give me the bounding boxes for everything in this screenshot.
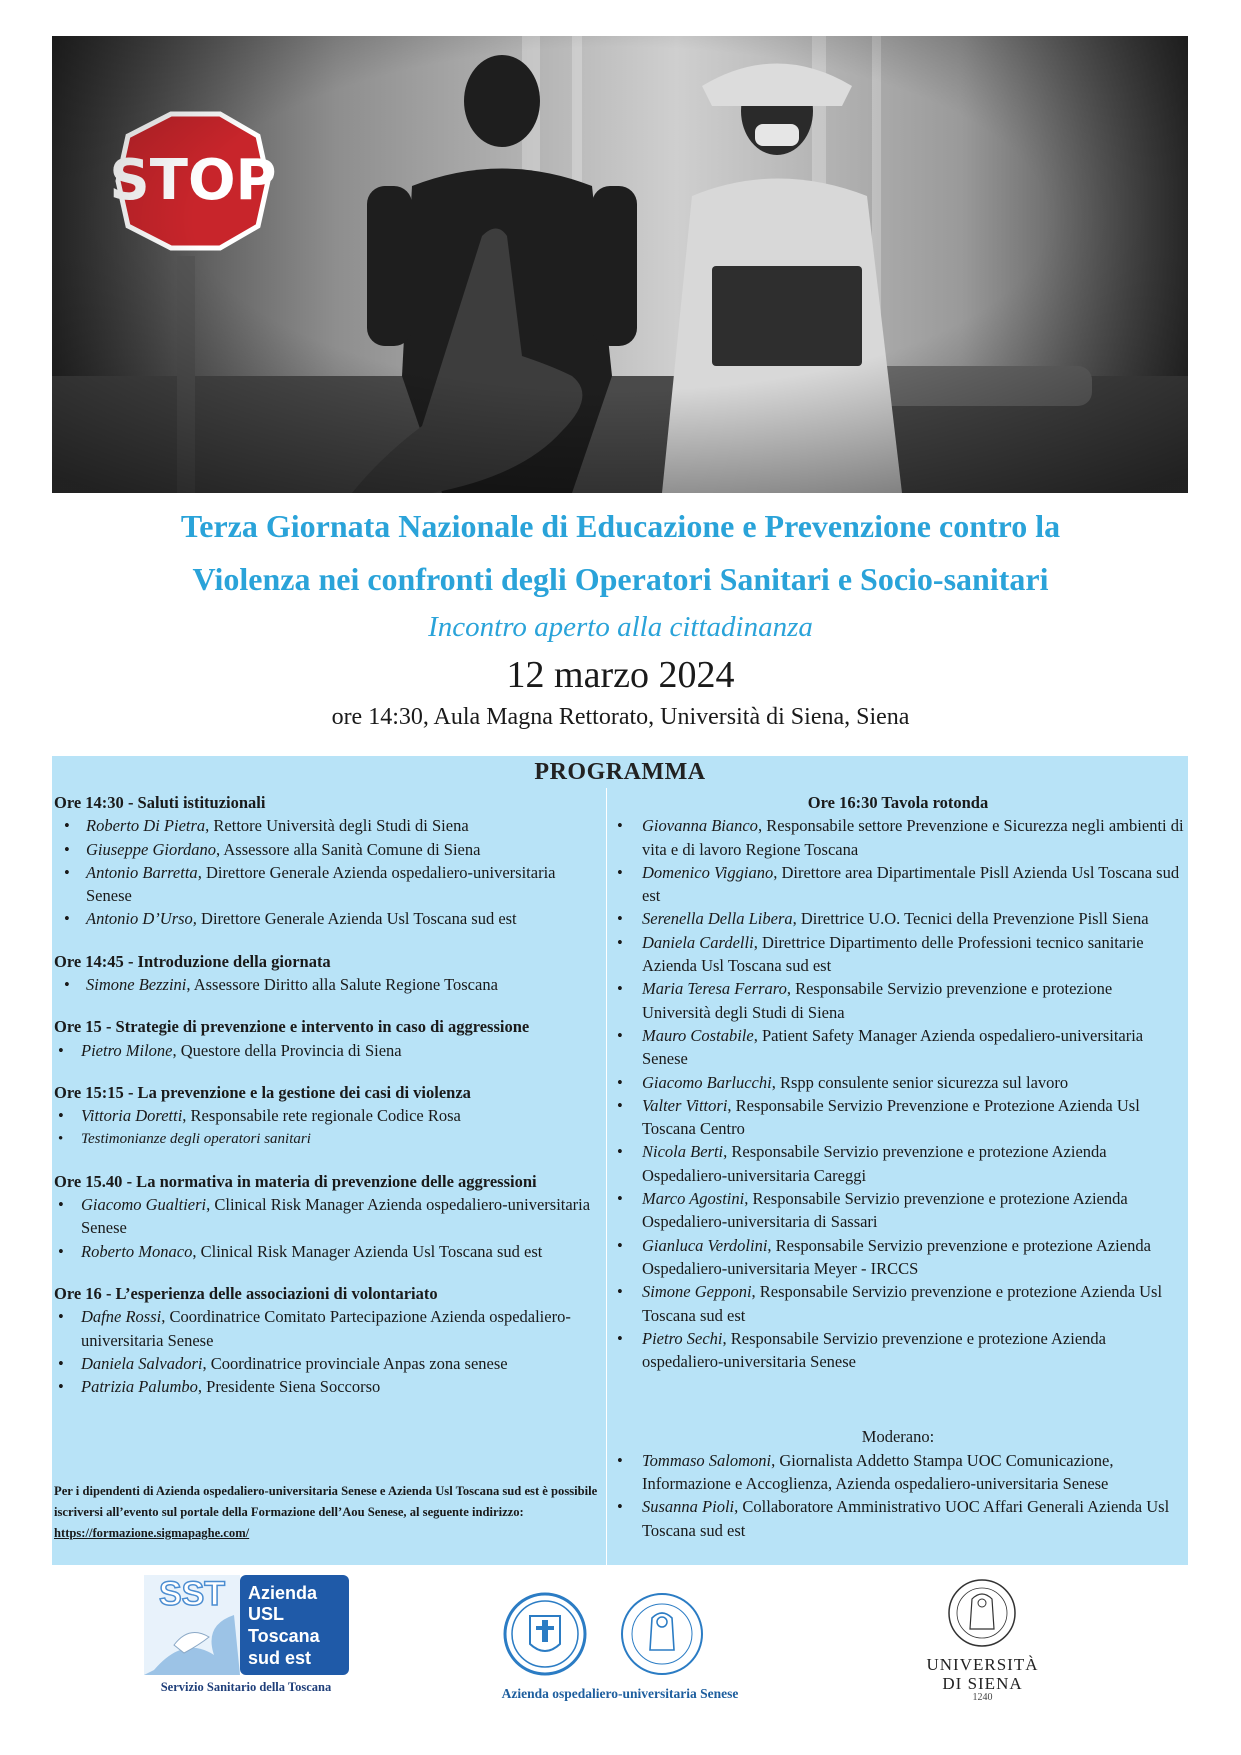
speaker-name: Testimonianze degli operatori sanitari <box>81 1130 311 1147</box>
speaker-name: Pietro Sechi <box>642 1328 723 1348</box>
speaker-name: Serenella Della Libera <box>642 909 793 929</box>
speaker-item <box>54 1375 604 1398</box>
sst-line4: sud est <box>248 1648 312 1668</box>
speaker-name: Giacomo Barlucchi <box>642 1072 772 1092</box>
moderator-role: , Giornalista Addetto Stampa UOC Comunicazione, Informazione e Accoglienza, Azienda ospedaliero-universitaria Senese <box>642 1450 1114 1494</box>
speaker-item <box>54 1193 604 1240</box>
sst-logo <box>144 1575 349 1695</box>
section-title: - Introduzione della giornata <box>123 951 331 971</box>
program-section <box>54 791 604 931</box>
section-time: Ore 15:15 <box>54 1082 124 1102</box>
moderator-item <box>612 1495 1184 1542</box>
speaker-item <box>54 1352 604 1375</box>
unisi-name-line1: UNIVERSITÀ <box>926 1655 1039 1674</box>
speaker-item <box>612 1071 1184 1094</box>
program-heading: PROGRAMMA <box>534 759 706 785</box>
program-section <box>54 1170 604 1263</box>
event-title-line1: Terza Giornata Nazionale di Educazione e Prevenzione contro la <box>180 508 1061 544</box>
speaker-role: Direttore Generale Azienda Usl Toscana sud est <box>196 909 517 929</box>
speaker-name: Giacomo Gualtieri <box>81 1195 207 1215</box>
speaker-item <box>54 814 604 837</box>
speaker-name: Daniela Cardelli <box>642 932 754 952</box>
program-right-column <box>612 791 1184 1542</box>
speaker-role: , Coordinatrice Comitato Partecipazione Azienda ospedaliero-universitaria Senese <box>81 1307 571 1350</box>
event-date: 12 marzo 2024 <box>506 654 735 696</box>
event-title-line2: Violenza nei confronti degli Operatori Sanitari e Socio-sanitari <box>192 561 1049 597</box>
speaker-name: Simone Bezzini <box>86 975 187 995</box>
section-time: Ore 15 <box>54 1017 102 1037</box>
speaker-name: Dafne Rossi <box>81 1307 162 1327</box>
unisi-year: 1240 <box>972 1692 993 1703</box>
speaker-role: , Coordinatrice provinciale Anpas zona senese <box>202 1353 508 1373</box>
column-divider <box>606 788 607 1565</box>
speaker-role: , Rspp consulente senior sicurezza sul lavoro <box>771 1072 1069 1092</box>
section-title: - La prevenzione e la gestione dei casi di violenza <box>123 1082 471 1102</box>
program-section <box>54 1081 604 1151</box>
speaker-name: Daniela Salvadori <box>81 1353 203 1373</box>
speaker-item <box>612 1094 1184 1141</box>
section-time: Ore 14:30 <box>54 793 124 812</box>
speaker-role: , Responsabile settore Prevenzione e Sicurezza negli ambienti di vita e di lavoro Regione Toscana <box>642 816 1184 859</box>
speaker-role: , Direttrice Dipartimento delle Professioni tecnico sanitarie Azienda Usl Toscana sud est <box>642 932 1144 976</box>
speaker-role: , Rettore Università degli Studi di Siena <box>205 816 469 836</box>
speaker-role: , Responsabile Servizio prevenzione e protezione Azienda Usl Toscana sud est <box>642 1282 1163 1325</box>
sst-abbr: SST <box>158 1575 226 1613</box>
speaker-role: , Responsabile Servizio Prevenzione e Protezione Azienda Usl Toscana Centro <box>642 1095 1140 1139</box>
speaker-name: Roberto Di Pietra <box>86 816 206 836</box>
speaker-name: Patrizia Palumbo <box>81 1377 198 1397</box>
section-time: Ore 15.40 <box>54 1171 123 1191</box>
speaker-item <box>612 977 1184 1024</box>
section-time: Ore 16 <box>54 1284 102 1304</box>
speaker-role: , Clinical Risk Manager Azienda ospedaliero-universitaria Senese <box>81 1195 591 1238</box>
speaker-item <box>54 973 604 996</box>
speaker-name: Marco Agostini <box>642 1189 745 1209</box>
program-left-column <box>54 791 604 1418</box>
aou-logo <box>490 1588 750 1703</box>
moderator-item <box>612 1449 1184 1496</box>
speaker-name: Giovanna Bianco <box>642 816 758 836</box>
speaker-item <box>612 907 1184 930</box>
speaker-role: , Assessore alla Sanità Comune di Siena <box>216 839 481 859</box>
speaker-item <box>54 1305 604 1352</box>
hero-photo <box>52 36 1188 493</box>
speaker-role: , Assessore Diritto alla Salute Regione Toscana <box>186 975 498 995</box>
section-title: - L’esperienza delle associazioni di volontariato <box>101 1284 438 1304</box>
moderator-name: Susanna Pioli <box>642 1497 735 1517</box>
program-section <box>54 950 604 997</box>
registration-link[interactable]: https://formazione.sigmapaghe.com/ <box>54 1526 250 1540</box>
speaker-role: , Presidente Siena Soccorso <box>197 1377 381 1397</box>
speaker-item <box>612 861 1184 908</box>
speaker-item <box>612 1187 1184 1234</box>
sst-line1: Azienda <box>248 1583 318 1603</box>
speaker-role: , Responsabile Servizio prevenzione e protezione Azienda ospedaliero-universitaria Senese <box>642 1328 1106 1372</box>
moderators-label: Moderano: <box>861 1427 935 1447</box>
event-subtitle: Incontro aperto alla cittadinanza <box>428 611 813 643</box>
unisi-logo <box>920 1575 1045 1705</box>
speaker-item <box>612 1327 1184 1374</box>
speaker-role: , Responsabile rete regionale Codice Rosa <box>182 1106 461 1126</box>
speaker-name: Mauro Costabile <box>642 1025 754 1045</box>
unisi-seal-icon <box>920 1575 1045 1655</box>
sst-line2: USL <box>248 1604 284 1624</box>
section-title: - Strategie di prevenzione e intervento in caso di aggressione <box>101 1017 530 1037</box>
program-section <box>54 1015 604 1062</box>
sst-line3: Toscana <box>248 1626 320 1646</box>
unisi-name-line2: DI SIENA <box>942 1674 1023 1693</box>
program-section <box>54 1282 604 1398</box>
speaker-item <box>54 861 604 908</box>
speaker-name: Nicola Berti <box>642 1142 724 1162</box>
speaker-name: Valter Vittori <box>642 1095 728 1115</box>
speaker-item <box>54 1039 604 1062</box>
speaker-item <box>54 1104 604 1127</box>
speaker-role: , Questore della Provincia di Siena <box>172 1040 402 1060</box>
speaker-name: Antonio Barretta <box>86 862 198 882</box>
event-venue: ore 14:30, Aula Magna Rettorato, Università di Siena, Siena <box>331 704 910 730</box>
speaker-role: , Responsabile Servizio prevenzione e protezione Azienda Ospedaliero-universitaria di Sassari <box>642 1189 1128 1232</box>
moderator-name: Tommaso Salomoni <box>642 1450 772 1470</box>
speaker-name: Simone Gepponi <box>642 1282 752 1302</box>
speaker-item <box>612 1280 1184 1327</box>
section-title: - Saluti istituzionali <box>123 793 266 812</box>
program-box <box>52 756 1188 1565</box>
speaker-role: , Patient Safety Manager Azienda ospedaliero-universitaria Senese <box>642 1025 1144 1069</box>
speaker-name: Pietro Milone <box>81 1040 173 1060</box>
speaker-name: Gianluca Verdolini <box>642 1235 768 1255</box>
section-time: Ore 14:45 <box>54 951 124 971</box>
aou-caption: Azienda ospedaliero-universitaria Senese <box>501 1686 739 1701</box>
speaker-role: , Direttrice U.O. Tecnici della Prevenzione Pisll Siena <box>792 909 1149 929</box>
unisi-seal-blue-icon <box>622 1594 702 1674</box>
speaker-item <box>612 814 1184 861</box>
aou-emblem-icon <box>505 1594 585 1674</box>
speaker-role: , Clinical Risk Manager Azienda Usl Toscana sud est <box>192 1241 543 1261</box>
speaker-name: Vittoria Doretti <box>81 1106 183 1126</box>
speaker-item <box>54 907 604 930</box>
speaker-role: , Direttore area Dipartimentale Pisll Azienda Usl Toscana sud est <box>642 862 1180 906</box>
speaker-role: , Responsabile Servizio prevenzione e protezione Università degli Studi di Siena <box>642 979 1113 1022</box>
aou-emblems <box>490 1588 750 1683</box>
speaker-name: Giuseppe Giordano <box>86 839 217 859</box>
speaker-item <box>54 838 604 861</box>
roundtable-heading: Ore 16:30 Tavola rotonda <box>807 793 989 812</box>
speaker-name: Antonio D’Urso, <box>86 909 197 929</box>
speaker-name: Roberto Monaco <box>81 1241 193 1261</box>
section-title: - La normativa in materia di prevenzione delle aggressioni <box>122 1171 537 1191</box>
speaker-item <box>54 1240 604 1263</box>
speaker-role: , Responsabile Servizio prevenzione e protezione Azienda Ospedaliero-universitaria Careggi <box>642 1142 1107 1185</box>
speaker-item <box>54 1128 604 1151</box>
speaker-name: Maria Teresa Ferraro <box>642 979 787 999</box>
speaker-role: , Direttore Generale Azienda ospedaliero-universitaria Senese <box>86 862 556 906</box>
registration-note <box>54 1481 606 1544</box>
speaker-item <box>612 931 1184 978</box>
hero-image <box>52 36 1188 493</box>
speaker-role: , Responsabile Servizio prevenzione e protezione Azienda Ospedaliero-universitaria Meyer - IRCCS <box>642 1235 1151 1278</box>
unisi-name <box>920 1655 1045 1693</box>
sst-caption: Servizio Sanitario della Toscana <box>160 1680 332 1694</box>
sst-logo-graphic <box>144 1575 349 1695</box>
registration-note-text: Per i dipendenti di Azienda ospedaliero-universitaria Senese e Azienda Usl Toscana sud est è possibile iscriversi all’evento sul portale della Formazione dell’Aou Senese, al seguente indirizzo: <box>54 1484 598 1519</box>
speaker-item <box>612 1024 1184 1071</box>
moderator-role: , Collaboratore Amministrativo UOC Affari Generali Azienda Usl Toscana sud est <box>642 1497 1170 1540</box>
speaker-item <box>612 1140 1184 1187</box>
speaker-item <box>612 1234 1184 1281</box>
speaker-name: Domenico Viggiano <box>642 862 774 882</box>
